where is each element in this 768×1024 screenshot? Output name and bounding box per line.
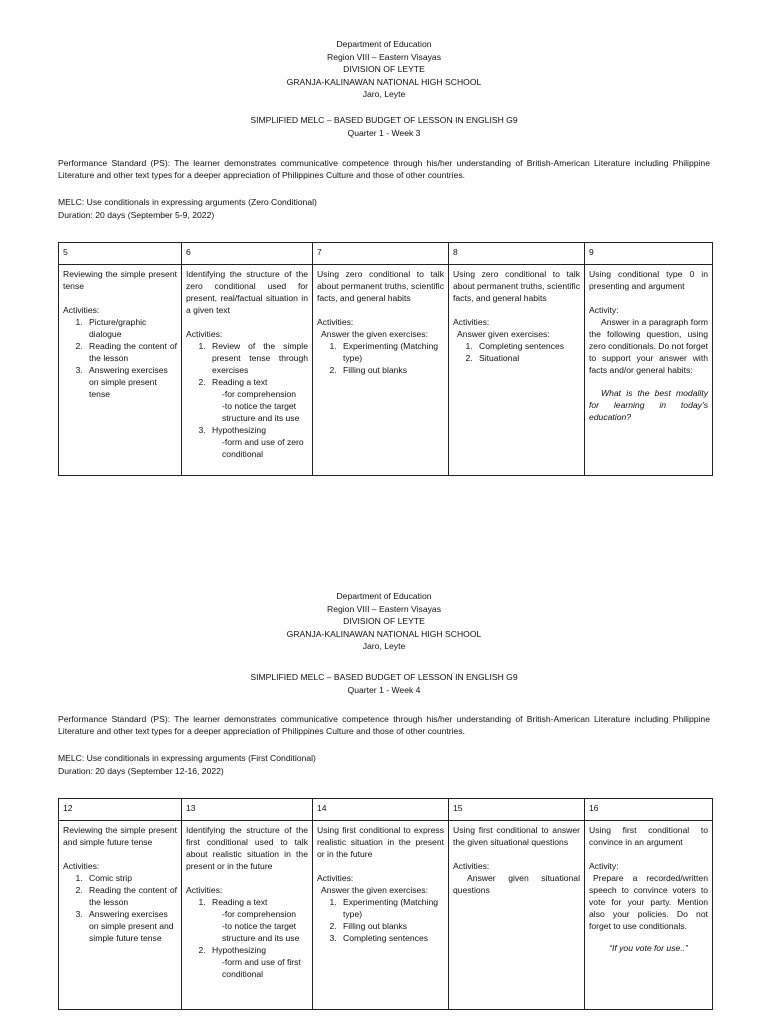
lesson-objective: Using first conditional to express realistic situation in the present or in the future	[317, 825, 444, 859]
header-line: DIVISION OF LEYTE	[343, 616, 425, 626]
speech-prompt-quote: “If you vote for use..”	[609, 943, 688, 953]
lesson-cell	[449, 821, 585, 1010]
activity-paragraph: Prepare a recorded/written speech to convince voters to vote for your party. Mention also your policies. Do not forget to use conditionals.	[589, 873, 708, 931]
activity-instruction: Answer given exercises:	[457, 329, 550, 339]
activities-label: Activities:	[317, 873, 354, 883]
day-cell: 13	[182, 799, 313, 821]
activity-instruction: Answer the given exercises:	[321, 329, 428, 339]
lesson-objective: Identifying the structure of the first conditional used to talk about realistic situation in the present or in the future	[186, 825, 308, 871]
quarter-label: Quarter 1 - Week 4	[347, 684, 421, 695]
day-row	[59, 243, 713, 265]
activity-subitem: -form and use of zero conditional	[222, 437, 304, 459]
lesson-objective: Using first conditional to convince in an argument	[589, 825, 708, 847]
content-row	[59, 265, 713, 476]
day-cell: 9	[585, 243, 713, 265]
lesson-cell	[585, 265, 713, 476]
lesson-cell	[313, 821, 449, 1010]
activity-list	[317, 896, 444, 944]
activity-item: 1. Experimenting (Matching type)	[339, 340, 444, 364]
activity-item: 3. Answering exercises on simple present tense	[85, 364, 177, 400]
activity-item: 1. Reading a text -for comprehension -to notice the target structure and its use	[208, 896, 308, 944]
day-cell: 14	[313, 799, 449, 821]
content-row	[59, 821, 713, 1010]
day-row	[59, 799, 713, 821]
activity-item: 2. Filling out blanks	[339, 920, 444, 932]
school-header-week4	[0, 590, 768, 653]
activities-label: Activities:	[63, 305, 100, 315]
lesson-cell	[313, 265, 449, 476]
guide-question: What is the best modality for learning in today’s education?	[589, 388, 708, 422]
header-line: Jaro, Leyte	[362, 89, 406, 99]
activity-item: 3. Answering exercises on simple present and simple future tense	[85, 908, 177, 944]
duration-text: Duration: 20 days (September 5-9, 2022)	[58, 209, 215, 220]
lesson-cell	[182, 821, 313, 1010]
lesson-cell	[59, 265, 182, 476]
day-cell: 16	[585, 799, 713, 821]
header-line: Department of Education	[336, 39, 432, 49]
activity-subitem: -for comprehension	[222, 389, 297, 399]
activity-list	[63, 316, 177, 400]
activity-item: 2. Reading a text -for comprehension -to notice the target structure and its use	[208, 376, 308, 424]
quarter-label: Quarter 1 - Week 3	[347, 127, 421, 138]
header-line: Jaro, Leyte	[362, 641, 406, 651]
activity-item: 2. Reading the content of the lesson	[85, 340, 177, 364]
lesson-objective: Using conditional type 0 in presenting and argument	[589, 269, 708, 291]
lesson-cell	[585, 821, 713, 1010]
day-cell: 8	[449, 243, 585, 265]
activities-label: Activities:	[63, 861, 100, 871]
activities-label: Activities:	[453, 317, 490, 327]
activity-item: 1. Completing sentences	[475, 340, 580, 352]
lesson-objective: Reviewing the simple present and simple future tense	[63, 825, 177, 847]
header-line: Department of Education	[336, 591, 432, 601]
activities-label: Activities:	[453, 861, 490, 871]
activity-subitem: -form and use of first conditional	[222, 957, 301, 979]
activity-list	[63, 872, 177, 944]
activity-label: Activity:	[589, 861, 619, 871]
activity-item: 1. Review of the simple present tense through exercises	[208, 340, 308, 376]
activities-label: Activities:	[186, 885, 223, 895]
activity-paragraph: Answer given situational questions	[453, 873, 580, 895]
day-cell: 15	[449, 799, 585, 821]
lesson-cell	[182, 265, 313, 476]
day-cell: 12	[59, 799, 182, 821]
activity-instruction: Answer the given exercises:	[321, 885, 428, 895]
activities-label: Activities:	[317, 317, 354, 327]
title: SIMPLIFIED MELC – BASED BUDGET OF LESSON IN ENGLISH G9	[250, 672, 518, 682]
header-line: Region VIII – Eastern Visayas	[326, 51, 441, 62]
header-line: Region VIII – Eastern Visayas	[326, 603, 441, 614]
header-line: DIVISION OF LEYTE	[343, 64, 425, 74]
activity-item: 3. Hypothesizing -form and use of zero conditional	[208, 424, 308, 460]
activity-subitem: -to notice the target structure and its use	[222, 401, 300, 423]
performance-standard-week3: Performance Standard (PS): The learner demonstrates communicative competence through his/her understanding of British-American Literature including Philippine Literature and other text types for a deeper appreciation of Philippines Culture and those of other countries.	[58, 158, 710, 180]
activity-subitem: -for comprehension	[222, 909, 297, 919]
activity-item: 1. Picture/graphic dialogue	[85, 316, 177, 340]
lesson-objective: Using first conditional to answer the given situational questions	[453, 825, 580, 847]
activities-label: Activities:	[186, 329, 223, 339]
activity-list	[186, 896, 308, 980]
lesson-objective: Using zero conditional to talk about permanent truths, scientific facts, and general habits	[453, 269, 580, 303]
lesson-cell	[449, 265, 585, 476]
header-line: GRANJA-KALINAWAN NATIONAL HIGH SCHOOL	[286, 628, 482, 639]
activity-item: 3. Completing sentences	[339, 932, 444, 944]
day-cell: 7	[313, 243, 449, 265]
melc-text: MELC: Use conditionals in expressing arguments (First Conditional)	[58, 753, 316, 763]
duration-text: Duration: 20 days (September 12-16, 2022)	[58, 765, 224, 776]
melc-block-week4	[58, 752, 710, 777]
performance-standard-week4: Performance Standard (PS): The learner demonstrates communicative competence through his/her understanding of British-American Literature including Philippine Literature and other text types for a deeper appreciation of Philippines Culture and those of other countries.	[58, 714, 710, 736]
activity-item: 1. Experimenting (Matching type)	[339, 896, 444, 920]
activity-paragraph: Answer in a paragraph form the following question, using zero conditionals. Do not forget to support your answer with facts and/or general habits:	[589, 317, 708, 375]
activity-list	[186, 340, 308, 460]
activity-item: 2. Hypothesizing -form and use of first conditional	[208, 944, 308, 980]
day-cell: 6	[182, 243, 313, 265]
lesson-cell	[59, 821, 182, 1010]
lesson-objective: Using zero conditional to talk about permanent truths, scientific facts, and general habits	[317, 269, 444, 303]
day-cell: 5	[59, 243, 182, 265]
document-title-week3	[0, 114, 768, 139]
activity-list	[317, 340, 444, 376]
lesson-plan-table-week4	[58, 798, 713, 1010]
activity-subitem: -to notice the target structure and its use	[222, 921, 300, 943]
title: SIMPLIFIED MELC – BASED BUDGET OF LESSON IN ENGLISH G9	[250, 115, 518, 125]
activity-item: 1. Comic strip	[85, 872, 177, 884]
header-line: GRANJA-KALINAWAN NATIONAL HIGH SCHOOL	[286, 76, 482, 87]
school-header-week3	[0, 38, 768, 101]
lesson-objective: Identifying the structure of the zero conditional used for present, real/factual situation in a given text	[186, 269, 308, 315]
melc-text: MELC: Use conditionals in expressing arguments (Zero Conditional)	[58, 197, 317, 207]
activity-label: Activity:	[589, 305, 619, 315]
activity-list	[453, 340, 580, 364]
activity-item: 2. Situational	[475, 352, 580, 364]
activity-item: 2. Filling out blanks	[339, 364, 444, 376]
lesson-objective: Reviewing the simple present tense	[63, 269, 177, 291]
document-title-week4	[0, 671, 768, 696]
melc-block-week3	[58, 196, 710, 221]
lesson-plan-table-week3	[58, 242, 713, 476]
activity-item: 2. Reading the content of the lesson	[85, 884, 177, 908]
